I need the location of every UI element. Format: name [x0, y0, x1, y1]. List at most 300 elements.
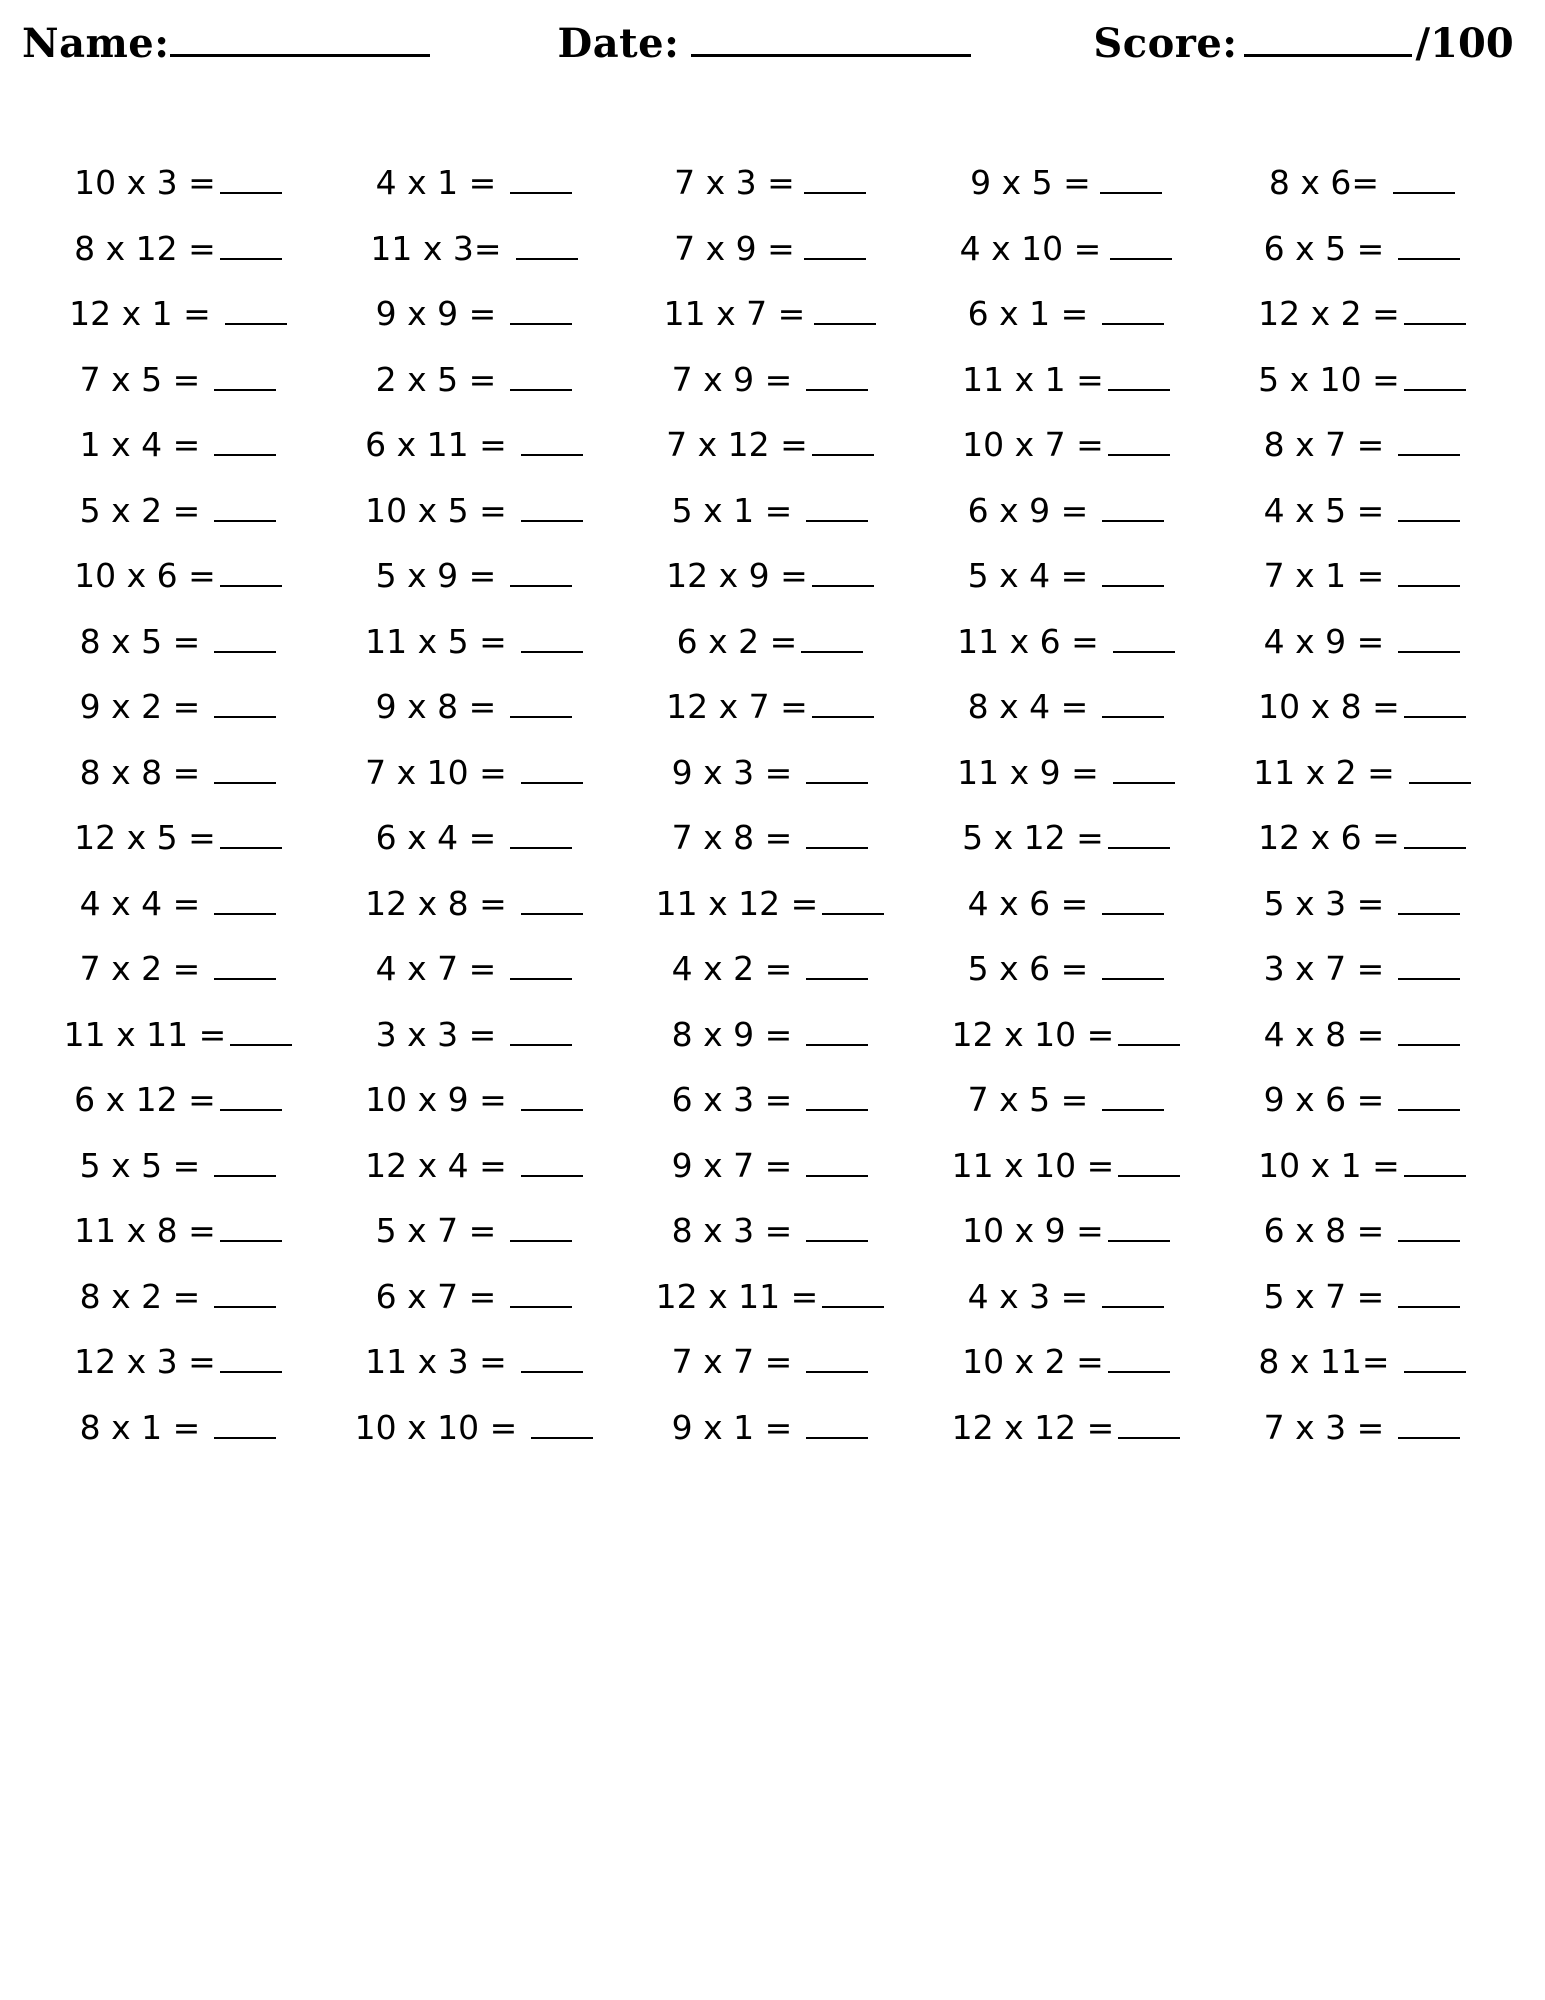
answer-blank[interactable] — [220, 166, 282, 194]
problem-expression: 9 x 9 = — [375, 294, 497, 334]
answer-blank[interactable] — [1398, 1214, 1460, 1242]
problem-expression: 12 x 6 = — [1258, 818, 1400, 858]
answer-blank[interactable] — [1102, 559, 1164, 587]
problem-cell[interactable] — [622, 687, 918, 726]
problem-expression: 7 x 2 = — [79, 949, 201, 989]
problem-expression: 1 x 4 = — [79, 425, 201, 465]
problem-row — [30, 412, 1510, 478]
problem-cell[interactable] — [1214, 622, 1510, 661]
problem-row — [30, 281, 1510, 347]
problem-row — [30, 1264, 1510, 1330]
problem-cell[interactable] — [918, 1211, 1214, 1250]
problem-cell[interactable] — [326, 425, 622, 464]
answer-blank[interactable] — [230, 1018, 292, 1046]
problem-cell[interactable] — [1214, 556, 1510, 595]
problem-expression: 7 x 8 = — [671, 818, 793, 858]
answer-blank[interactable] — [1102, 1083, 1164, 1111]
answer-blank[interactable] — [1398, 625, 1460, 653]
problem-cell[interactable] — [622, 622, 918, 661]
problem-cell[interactable] — [918, 1342, 1214, 1381]
problem-cell[interactable] — [30, 622, 326, 661]
answer-blank[interactable] — [214, 494, 276, 522]
problem-expression: 12 x 1 = — [69, 294, 211, 334]
problem-cell[interactable] — [326, 818, 622, 857]
problem-expression: 5 x 9 = — [375, 556, 497, 596]
problem-cell[interactable] — [622, 294, 918, 333]
answer-blank[interactable] — [1100, 166, 1162, 194]
problem-cell[interactable] — [326, 1211, 622, 1250]
problem-cell[interactable] — [30, 294, 326, 333]
problem-expression: 5 x 6 = — [967, 949, 1089, 989]
problem-row — [30, 150, 1510, 216]
answer-blank[interactable] — [1398, 494, 1460, 522]
answer-blank[interactable] — [510, 559, 572, 587]
answer-blank[interactable] — [1404, 1149, 1466, 1177]
answer-blank[interactable] — [1110, 232, 1172, 260]
problem-cell[interactable] — [918, 360, 1214, 399]
problem-expression: 3 x 3 = — [375, 1014, 497, 1054]
problem-cell[interactable] — [30, 884, 326, 923]
problem-cell[interactable] — [918, 425, 1214, 464]
name-blank-line[interactable] — [170, 20, 430, 57]
answer-blank[interactable] — [510, 1018, 572, 1046]
problem-expression: 6 x 5 = — [1263, 228, 1385, 268]
problem-expression: 4 x 2 = — [671, 949, 793, 989]
problem-cell[interactable] — [1214, 294, 1510, 333]
problem-expression: 6 x 2 = — [676, 621, 798, 661]
problem-cell[interactable] — [326, 1277, 622, 1316]
problem-cell[interactable] — [622, 425, 918, 464]
problem-expression: 6 x 1 = — [967, 294, 1089, 334]
answer-blank[interactable] — [510, 690, 572, 718]
problem-expression: 7 x 9 = — [674, 228, 795, 268]
problem-cell[interactable] — [918, 491, 1214, 530]
problem-expression: 12 x 11 = — [655, 1276, 819, 1316]
problem-expression: 3 x 7 = — [1263, 949, 1385, 989]
problem-cell[interactable] — [326, 622, 622, 661]
problem-cell[interactable] — [30, 491, 326, 530]
answer-blank[interactable] — [220, 232, 282, 260]
answer-blank[interactable] — [510, 821, 572, 849]
name-label: Name: — [22, 20, 170, 67]
answer-blank[interactable] — [814, 297, 876, 325]
problem-cell[interactable] — [622, 1080, 918, 1119]
problem-cell[interactable] — [622, 1015, 918, 1054]
answer-blank[interactable] — [806, 756, 868, 784]
problem-cell[interactable] — [918, 1146, 1214, 1185]
problem-cell[interactable] — [918, 818, 1214, 857]
answer-blank[interactable] — [801, 625, 863, 653]
problem-row — [30, 1198, 1510, 1264]
answer-blank[interactable] — [812, 428, 874, 456]
problem-cell[interactable] — [622, 818, 918, 857]
answer-blank[interactable] — [521, 887, 583, 915]
answer-blank[interactable] — [1108, 1214, 1170, 1242]
answer-blank[interactable] — [510, 952, 572, 980]
problem-expression: 9 x 5 = — [970, 163, 1091, 203]
problem-cell[interactable] — [30, 1146, 326, 1185]
score-total-label: /100 — [1415, 20, 1514, 67]
answer-blank[interactable] — [1102, 1280, 1164, 1308]
problem-cell[interactable] — [918, 1080, 1214, 1119]
problem-row — [30, 936, 1510, 1002]
problem-expression: 2 x 5 = — [375, 359, 497, 399]
problem-expression: 7 x 7 = — [671, 1342, 793, 1382]
answer-blank[interactable] — [806, 1345, 868, 1373]
problem-expression: 10 x 8 = — [1258, 687, 1400, 727]
problem-grid — [30, 150, 1510, 1460]
date-blank-line[interactable] — [691, 20, 971, 57]
problem-cell[interactable] — [326, 753, 622, 792]
problem-expression: 6 x 11 = — [365, 425, 507, 465]
problem-expression: 6 x 4 = — [375, 818, 497, 858]
problem-cell[interactable] — [326, 687, 622, 726]
problem-cell[interactable] — [1214, 1015, 1510, 1054]
problem-cell[interactable] — [622, 1408, 918, 1447]
answer-blank[interactable] — [1108, 821, 1170, 849]
answer-blank[interactable] — [806, 821, 868, 849]
problem-cell[interactable] — [1214, 818, 1510, 857]
answer-blank[interactable] — [214, 887, 276, 915]
problem-cell[interactable] — [622, 491, 918, 530]
problem-expression: 8 x 12 = — [74, 228, 216, 268]
answer-blank[interactable] — [1108, 363, 1170, 391]
problem-expression: 9 x 6 = — [1263, 1080, 1385, 1120]
answer-blank[interactable] — [1113, 756, 1175, 784]
answer-blank[interactable] — [516, 232, 578, 260]
problem-cell[interactable] — [326, 491, 622, 530]
problem-row — [30, 740, 1510, 806]
problem-cell[interactable] — [1214, 884, 1510, 923]
score-label: Score: — [1093, 20, 1238, 67]
problem-row — [30, 216, 1510, 282]
problem-expression: 7 x 9 = — [671, 359, 793, 399]
problem-expression: 11 x 5 = — [365, 621, 507, 661]
problem-expression: 12 x 5 = — [74, 818, 216, 858]
problem-expression: 9 x 1 = — [671, 1407, 793, 1447]
problem-cell[interactable] — [326, 229, 622, 268]
problem-cell[interactable] — [30, 818, 326, 857]
answer-blank[interactable] — [806, 1083, 868, 1111]
answer-blank[interactable] — [822, 1280, 884, 1308]
problem-expression: 8 x 4 = — [967, 687, 1089, 727]
problem-expression: 6 x 3 = — [671, 1080, 793, 1120]
problem-expression: 4 x 6 = — [967, 883, 1089, 923]
score-field[interactable] — [1093, 20, 1513, 67]
problem-cell[interactable] — [918, 753, 1214, 792]
problem-expression: 9 x 7 = — [671, 1145, 793, 1185]
problem-expression: 7 x 10 = — [365, 752, 507, 792]
answer-blank[interactable] — [1398, 1411, 1460, 1439]
problem-expression: 10 x 7 = — [962, 425, 1104, 465]
problem-expression: 4 x 10 = — [959, 228, 1102, 268]
problem-cell[interactable] — [1214, 1080, 1510, 1119]
problem-cell[interactable] — [918, 556, 1214, 595]
problem-cell[interactable] — [918, 229, 1214, 268]
problem-expression: 7 x 3 = — [674, 163, 795, 203]
answer-blank[interactable] — [521, 494, 583, 522]
problem-cell[interactable] — [1214, 1342, 1510, 1381]
answer-blank[interactable] — [804, 166, 866, 194]
problem-cell[interactable] — [622, 1211, 918, 1250]
problem-expression: 11 x 9 = — [957, 752, 1099, 792]
problem-cell[interactable] — [1214, 1146, 1510, 1185]
answer-blank[interactable] — [1398, 952, 1460, 980]
problem-cell[interactable] — [1214, 1277, 1510, 1316]
problem-expression: 4 x 7 = — [375, 949, 497, 989]
problem-cell[interactable] — [1214, 360, 1510, 399]
answer-blank[interactable] — [822, 887, 884, 915]
problem-cell[interactable] — [30, 1211, 326, 1250]
problem-cell[interactable] — [622, 884, 918, 923]
answer-blank[interactable] — [1398, 559, 1460, 587]
answer-blank[interactable] — [1398, 1280, 1460, 1308]
problem-row — [30, 1133, 1510, 1199]
answer-blank[interactable] — [1102, 887, 1164, 915]
problem-cell[interactable] — [30, 1342, 326, 1381]
score-blank-line[interactable] — [1244, 20, 1412, 57]
answer-blank[interactable] — [1102, 297, 1164, 325]
problem-cell[interactable] — [326, 294, 622, 333]
answer-blank[interactable] — [1118, 1411, 1180, 1439]
problem-expression: 5 x 7 = — [375, 1211, 497, 1251]
answer-blank[interactable] — [521, 1149, 583, 1177]
problem-cell[interactable] — [30, 1277, 326, 1316]
problem-cell[interactable] — [918, 163, 1214, 202]
problem-cell[interactable] — [622, 1146, 918, 1185]
problem-cell[interactable] — [1214, 687, 1510, 726]
answer-blank[interactable] — [806, 363, 868, 391]
answer-blank[interactable] — [1102, 494, 1164, 522]
answer-blank[interactable] — [806, 952, 868, 980]
answer-blank[interactable] — [531, 1411, 593, 1439]
problem-cell[interactable] — [1214, 949, 1510, 988]
problem-row — [30, 674, 1510, 740]
problem-expression: 11 x 6 = — [957, 621, 1099, 661]
answer-blank[interactable] — [806, 1411, 868, 1439]
problem-cell[interactable] — [30, 687, 326, 726]
problem-cell[interactable] — [1214, 1211, 1510, 1250]
answer-blank[interactable] — [1404, 363, 1466, 391]
answer-blank[interactable] — [214, 952, 276, 980]
problem-cell[interactable] — [918, 1408, 1214, 1447]
problem-cell[interactable] — [918, 622, 1214, 661]
problem-cell[interactable] — [622, 229, 918, 268]
date-field[interactable] — [558, 20, 972, 67]
answer-blank[interactable] — [214, 1280, 276, 1308]
problem-cell[interactable] — [622, 360, 918, 399]
answer-blank[interactable] — [521, 625, 583, 653]
problem-cell[interactable] — [30, 1408, 326, 1447]
problem-cell[interactable] — [1214, 425, 1510, 464]
answer-blank[interactable] — [1398, 1018, 1460, 1046]
problem-cell[interactable] — [918, 884, 1214, 923]
problem-cell[interactable] — [1214, 1408, 1510, 1447]
answer-blank[interactable] — [812, 690, 874, 718]
answer-blank[interactable] — [806, 494, 868, 522]
answer-blank[interactable] — [521, 1345, 583, 1373]
problem-cell[interactable] — [326, 884, 622, 923]
answer-blank[interactable] — [1398, 1083, 1460, 1111]
problem-expression: 12 x 2 = — [1258, 294, 1400, 334]
problem-row — [30, 1002, 1510, 1068]
answer-blank[interactable] — [521, 1083, 583, 1111]
problem-expression: 7 x 3 = — [1263, 1407, 1385, 1447]
answer-blank[interactable] — [220, 1083, 282, 1111]
problem-expression: 4 x 5 = — [1263, 490, 1385, 530]
problem-expression: 10 x 5 = — [365, 490, 507, 530]
problem-cell[interactable] — [30, 163, 326, 202]
problem-expression: 10 x 1 = — [1258, 1145, 1400, 1185]
answer-blank[interactable] — [220, 1214, 282, 1242]
problem-expression: 8 x 6= — [1268, 163, 1380, 203]
answer-blank[interactable] — [214, 625, 276, 653]
problem-cell[interactable] — [918, 1277, 1214, 1316]
problem-cell[interactable] — [918, 1015, 1214, 1054]
problem-expression: 11 x 3= — [370, 228, 502, 268]
answer-blank[interactable] — [510, 297, 572, 325]
problem-cell[interactable] — [918, 687, 1214, 726]
problem-cell[interactable] — [326, 1146, 622, 1185]
problem-expression: 8 x 11= — [1258, 1342, 1390, 1382]
answer-blank[interactable] — [804, 232, 866, 260]
problem-row — [30, 871, 1510, 937]
problem-expression: 11 x 7 = — [663, 294, 806, 334]
problem-expression: 12 x 8 = — [365, 883, 507, 923]
answer-blank[interactable] — [1404, 690, 1466, 718]
problem-cell[interactable] — [326, 360, 622, 399]
problem-expression: 5 x 10 = — [1258, 359, 1400, 399]
problem-expression: 11 x 1 = — [962, 359, 1104, 399]
answer-blank[interactable] — [1398, 232, 1460, 260]
problem-cell[interactable] — [30, 753, 326, 792]
problem-row — [30, 478, 1510, 544]
problem-cell[interactable] — [326, 556, 622, 595]
answer-blank[interactable] — [1398, 887, 1460, 915]
problem-cell[interactable] — [30, 949, 326, 988]
problem-expression: 12 x 10 = — [951, 1014, 1115, 1054]
problem-cell[interactable] — [622, 949, 918, 988]
problem-cell[interactable] — [30, 1015, 326, 1054]
problem-cell[interactable] — [30, 556, 326, 595]
answer-blank[interactable] — [220, 559, 282, 587]
answer-blank[interactable] — [214, 363, 276, 391]
answer-blank[interactable] — [1404, 1345, 1466, 1373]
answer-blank[interactable] — [1118, 1149, 1180, 1177]
answer-blank[interactable] — [812, 559, 874, 587]
problem-expression: 11 x 3 = — [365, 1342, 507, 1382]
problem-expression: 11 x 2 = — [1253, 752, 1395, 792]
problem-expression: 10 x 2 = — [962, 1342, 1104, 1382]
problem-cell[interactable] — [622, 163, 918, 202]
problem-cell[interactable] — [622, 1277, 918, 1316]
answer-blank[interactable] — [1404, 821, 1466, 849]
answer-blank[interactable] — [521, 428, 583, 456]
answer-blank[interactable] — [510, 1280, 572, 1308]
answer-blank[interactable] — [1108, 1345, 1170, 1373]
answer-blank[interactable] — [806, 1149, 868, 1177]
answer-blank[interactable] — [1398, 428, 1460, 456]
problem-cell[interactable] — [30, 360, 326, 399]
problem-expression: 4 x 1 = — [375, 163, 497, 203]
answer-blank[interactable] — [220, 1345, 282, 1373]
answer-blank[interactable] — [1113, 625, 1175, 653]
answer-blank[interactable] — [1108, 428, 1170, 456]
answer-blank[interactable] — [1102, 952, 1164, 980]
answer-blank[interactable] — [214, 428, 276, 456]
problem-cell[interactable] — [918, 294, 1214, 333]
answer-blank[interactable] — [806, 1214, 868, 1242]
problem-row — [30, 543, 1510, 609]
answer-blank[interactable] — [1404, 297, 1466, 325]
problem-expression: 6 x 9 = — [967, 490, 1089, 530]
problem-expression: 11 x 12 = — [655, 883, 819, 923]
problem-cell[interactable] — [326, 1015, 622, 1054]
problem-cell[interactable] — [326, 949, 622, 988]
answer-blank[interactable] — [214, 690, 276, 718]
problem-expression: 12 x 4 = — [365, 1145, 507, 1185]
problem-cell[interactable] — [30, 229, 326, 268]
answer-blank[interactable] — [214, 1411, 276, 1439]
problem-expression: 8 x 8 = — [79, 752, 201, 792]
problem-expression: 5 x 2 = — [79, 490, 201, 530]
problem-cell[interactable] — [326, 1408, 622, 1447]
problem-row — [30, 1329, 1510, 1395]
answer-blank[interactable] — [225, 297, 287, 325]
answer-blank[interactable] — [510, 1214, 572, 1242]
answer-blank[interactable] — [214, 756, 276, 784]
problem-expression: 5 x 7 = — [1263, 1276, 1385, 1316]
problem-cell[interactable] — [1214, 229, 1510, 268]
problem-cell[interactable] — [326, 1080, 622, 1119]
problem-expression: 5 x 12 = — [962, 818, 1104, 858]
problem-cell[interactable] — [326, 163, 622, 202]
answer-blank[interactable] — [1409, 756, 1471, 784]
problem-row — [30, 805, 1510, 871]
problem-expression: 4 x 8 = — [1263, 1014, 1385, 1054]
problem-cell[interactable] — [30, 1080, 326, 1119]
problem-expression: 8 x 1 = — [79, 1407, 201, 1447]
problem-expression: 11 x 8 = — [74, 1211, 216, 1251]
problem-expression: 8 x 3 = — [671, 1211, 793, 1251]
problem-cell[interactable] — [30, 425, 326, 464]
problem-cell[interactable] — [622, 753, 918, 792]
problem-expression: 10 x 9 = — [365, 1080, 507, 1120]
problem-cell[interactable] — [326, 1342, 622, 1381]
problem-cell[interactable] — [1214, 163, 1510, 202]
problem-cell[interactable] — [622, 556, 918, 595]
problem-row — [30, 1067, 1510, 1133]
problem-row — [30, 347, 1510, 413]
problem-cell[interactable] — [622, 1342, 918, 1381]
problem-expression: 7 x 1 = — [1263, 556, 1385, 596]
answer-blank[interactable] — [521, 756, 583, 784]
name-field[interactable] — [22, 20, 430, 67]
answer-blank[interactable] — [214, 1149, 276, 1177]
answer-blank[interactable] — [806, 1018, 868, 1046]
answer-blank[interactable] — [220, 821, 282, 849]
answer-blank[interactable] — [510, 166, 572, 194]
answer-blank[interactable] — [1102, 690, 1164, 718]
problem-expression: 6 x 8 = — [1263, 1211, 1385, 1251]
answer-blank[interactable] — [510, 363, 572, 391]
problem-expression: 12 x 12 = — [951, 1407, 1115, 1447]
problem-cell[interactable] — [918, 949, 1214, 988]
answer-blank[interactable] — [1118, 1018, 1180, 1046]
problem-cell[interactable] — [1214, 753, 1510, 792]
problem-cell[interactable] — [1214, 491, 1510, 530]
answer-blank[interactable] — [1393, 166, 1455, 194]
